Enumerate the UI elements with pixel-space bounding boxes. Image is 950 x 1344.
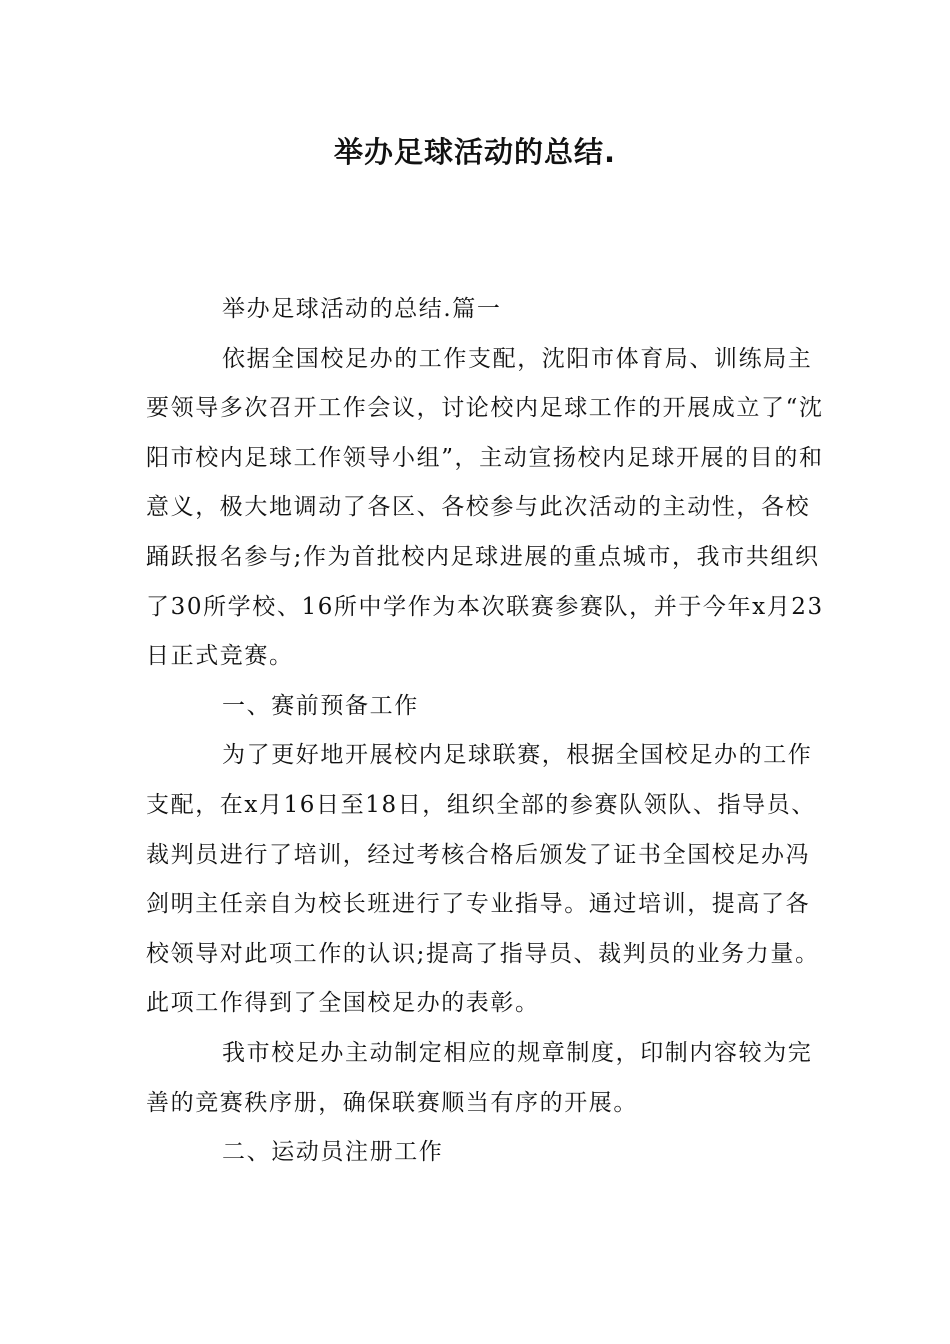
document-body xyxy=(146,285,826,1178)
document-subtitle: 举办足球活动的总结.篇一 xyxy=(222,296,502,322)
paragraph-2: 为了更好地开展校内足球联赛，根据全国校足办的工作支配，在x月16日至18日，组织全部的参赛队领队、指导员、裁判员进行了培训，经过考核合格后颁发了证书全国校足办冯剑明主任亲自为校长班进行了专业指导。通过培训，提高了各校领导对此项工作的认识;提高了指导员、裁判员的业务力量。此项工作得到了全国校足办的表彰。 xyxy=(146,742,820,1017)
paragraph-3: 我市校足办主动制定相应的规章制度，印制内容较为完善的竞赛秩序册，确保联赛顺当有序的开展。 xyxy=(146,1039,813,1116)
section-1-heading: 一、赛前预备工作 xyxy=(222,692,419,719)
paragraph-1: 依据全国校足办的工作支配，沈阳市体育局、训练局主要领导多次召开工作会议，讨论校内足球工作的开展成立了“沈阳市校内足球工作领导小组”，主动宣扬校内足球开展的目的和意义，极大地调动了各区、各校参与此次活动的主动性，各校踊跃报名参与;作为首批校内足球进展的重点城市，我市共组织了30所学校、16所中学作为本次联赛参赛队，并于今年x月23日正式竞赛。 xyxy=(146,345,824,670)
section-2-heading: 二、运动员注册工作 xyxy=(222,1139,444,1166)
document-title: 举办足球活动的总结. xyxy=(333,135,617,169)
